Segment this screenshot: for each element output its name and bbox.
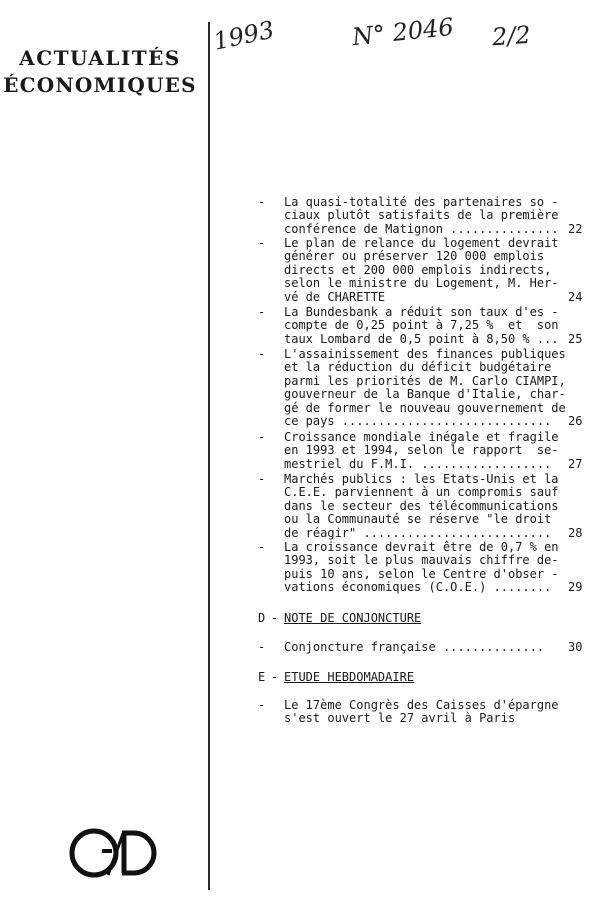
entry-page-number: 26 (568, 414, 583, 428)
entry-page-number: 30 (568, 640, 583, 654)
entry-dash: - (258, 698, 266, 712)
entry-line: dans le secteur des télécommunications (284, 498, 559, 513)
entry-line: gouverneur de la Banque d'Italie, char- (284, 387, 566, 402)
entry-line: Le plan de relance du logement devrait (284, 236, 559, 250)
entry-dash: - (258, 195, 266, 209)
entry-line: La Bundesbank a réduit son taux d'es - (284, 305, 559, 319)
masthead-line-2: ÉCONOMIQUES (3, 73, 197, 97)
section-title: ETUDE HEBDOMADAIRE (284, 670, 415, 684)
entry-line: ou la Communauté se réserve "le droit (284, 512, 552, 527)
entry-line: Marchés publics : les Etats-Unis et la (284, 472, 559, 486)
entry-line: Conjoncture française .............. (284, 640, 545, 654)
entry-line: compte de 0,25 point à 7,25 % et son (284, 318, 559, 333)
entry-line: vé de CHARETTE (284, 289, 386, 304)
entry-page-number: 25 (568, 331, 583, 346)
entry-line: parmi les priorités de M. Carlo CIAMPI, (284, 373, 566, 388)
section-letter: E (258, 670, 266, 684)
section-title: NOTE DE CONJONCTURE (284, 611, 422, 625)
entry-dash: - (258, 430, 266, 444)
handwritten-issue-number: N° 2046 (350, 12, 455, 52)
entry-line: Croissance mondiale inégale et fragile (284, 430, 559, 444)
entry-line: directs et 200 000 emplois indirects, (284, 262, 552, 277)
entry-line: Le 17ème Congrès des Caisses d'épargne (284, 698, 559, 712)
entry-dash: - (258, 305, 266, 319)
entry-dash: - (258, 472, 266, 486)
entry-line: puis 10 ans, selon le Centre d'obser - (284, 566, 559, 581)
entry-line: vations économiques (C.O.E.) ........ (284, 580, 552, 595)
entry-text (284, 698, 559, 726)
entry-line: 1993, soit le plus mauvais chiffre de- (284, 553, 559, 568)
entry-page-number: 22 (568, 221, 583, 236)
entry-dash: - (258, 640, 266, 654)
entry-line: de réagir" .......................... (284, 525, 552, 540)
entry-line: gé de former le nouveau gouvernement de (284, 400, 566, 415)
entry-line: et la réduction du déficit budgétaire (284, 360, 552, 375)
entry-page-number: 24 (568, 289, 583, 304)
handwritten-page-count: 2/2 (491, 20, 532, 52)
entry-text (284, 195, 559, 236)
entry-line: en 1993 et 1994, selon le rapport se- (284, 443, 559, 458)
entry-dash: - (258, 236, 266, 250)
entry-line: s'est ouvert le 27 avril à Paris (284, 711, 516, 726)
entry-line: ciaux plutôt satisfaits de la première (284, 208, 559, 223)
entry-line: La quasi-totalité des partenaires so - (284, 195, 559, 209)
entry-text (284, 305, 559, 346)
section-dash: - (271, 611, 279, 625)
entry-line: La croissance devrait être de 0,7 % en (284, 540, 559, 554)
entry-line: taux Lombard de 0,5 point à 8,50 % ... (284, 331, 559, 346)
entry-line: L'assainissement des finances publiques (284, 347, 566, 361)
entry-text (284, 347, 566, 429)
entry-text (284, 641, 554, 654)
entry-line: ce pays ............................. (284, 414, 552, 429)
entry-dash: - (258, 347, 266, 361)
entry-dash: - (258, 540, 266, 554)
entry-text (284, 236, 559, 304)
entry-line: générer ou préserver 120 000 emplois (284, 249, 545, 264)
entry-page-number: 27 (568, 456, 583, 471)
section-dash: - (271, 670, 279, 684)
masthead (0, 45, 200, 99)
entry-line: mestriel du F.M.I. .................. (284, 456, 552, 471)
gp-logo (66, 825, 158, 881)
entry-page-number: 28 (568, 525, 583, 540)
handwritten-year: 1993 (211, 15, 277, 56)
vertical-divider (208, 22, 210, 890)
entry-line: conférence de Matignon ............... (284, 221, 559, 236)
entry-line: selon le ministre du Logement, M. Her- (284, 276, 559, 291)
entry-line: C.E.E. parviennent à un compromis sauf (284, 485, 559, 500)
entry-text (284, 472, 559, 540)
section-letter: D (258, 611, 266, 625)
entry-text (284, 540, 559, 595)
masthead-line-1: ACTUALITÉS (19, 46, 181, 70)
entry-page-number: 29 (568, 580, 583, 595)
entry-text (284, 430, 559, 471)
